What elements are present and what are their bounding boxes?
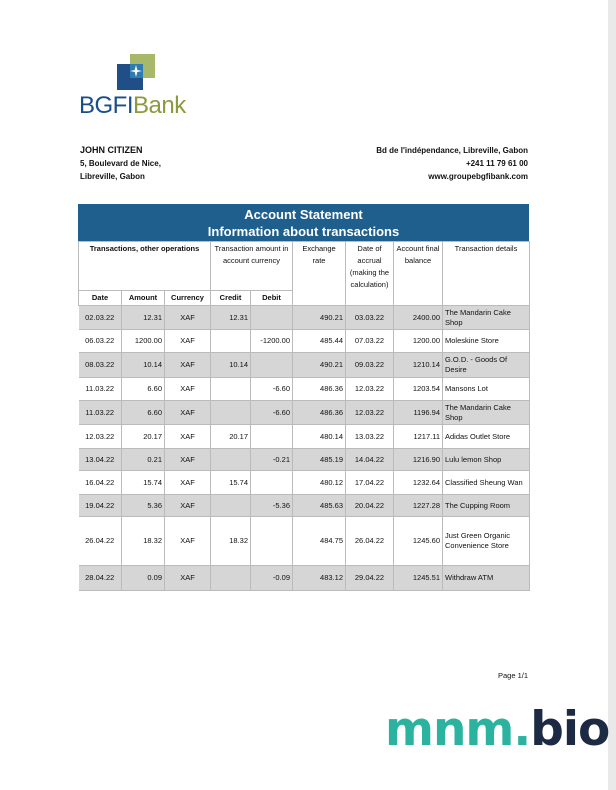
watermark-part1: mnm. <box>385 702 531 757</box>
table-row <box>79 449 530 471</box>
table-row <box>79 401 530 425</box>
cell-debit: -5.36 <box>251 495 293 517</box>
bank-address: Bd de l'indépendance, Libreville, Gabon <box>376 146 528 155</box>
cell-currency: XAF <box>165 566 211 591</box>
cell-credit: 10.14 <box>211 353 251 378</box>
header-transaction-details: Transaction details <box>443 242 530 306</box>
cell-credit: 18.32 <box>211 517 251 566</box>
cell-date: 06.03.22 <box>79 330 122 353</box>
cell-balance: 1217.11 <box>394 425 443 449</box>
header-date: Date <box>79 291 122 306</box>
logo-text-a: BGFI <box>79 92 134 119</box>
customer-address-line1: 5, Boulevard de Nice, <box>80 159 161 168</box>
cell-debit <box>251 306 293 330</box>
cell-details: Lulu lemon Shop <box>443 449 530 471</box>
cell-accrual: 12.03.22 <box>346 378 394 401</box>
cell-credit <box>211 330 251 353</box>
cell-details: Withdraw ATM <box>443 566 530 591</box>
cell-accrual: 26.04.22 <box>346 517 394 566</box>
cell-accrual: 29.04.22 <box>346 566 394 591</box>
cell-credit <box>211 495 251 517</box>
table-row <box>79 353 530 378</box>
cell-details: Just Green Organic Convenience Store <box>443 517 530 566</box>
cell-date: 02.03.22 <box>79 306 122 330</box>
statement-table-block <box>78 204 529 591</box>
cell-details: The Mandarin Cake Shop <box>443 401 530 425</box>
cell-credit <box>211 449 251 471</box>
cell-rate: 490.21 <box>293 306 346 330</box>
header-accrual-date: Date of accrual (making the calculation) <box>346 242 394 306</box>
cell-credit: 20.17 <box>211 425 251 449</box>
cell-accrual: 09.03.22 <box>346 353 394 378</box>
logo-mark-icon <box>117 54 155 90</box>
cell-currency: XAF <box>165 353 211 378</box>
cell-date: 26.04.22 <box>79 517 122 566</box>
cell-amount: 18.32 <box>122 517 165 566</box>
cell-debit <box>251 425 293 449</box>
cell-date: 13.04.22 <box>79 449 122 471</box>
cell-currency: XAF <box>165 306 211 330</box>
header-amount: Amount <box>122 291 165 306</box>
cell-currency: XAF <box>165 517 211 566</box>
cell-credit: 12.31 <box>211 306 251 330</box>
cell-amount: 0.09 <box>122 566 165 591</box>
cell-debit: -6.60 <box>251 401 293 425</box>
header-currency: Currency <box>165 291 211 306</box>
cell-rate: 484.75 <box>293 517 346 566</box>
cell-accrual: 13.03.22 <box>346 425 394 449</box>
cell-balance: 1210.14 <box>394 353 443 378</box>
cell-credit <box>211 566 251 591</box>
cell-debit <box>251 517 293 566</box>
cell-balance: 2400.00 <box>394 306 443 330</box>
cell-rate: 485.63 <box>293 495 346 517</box>
cell-accrual: 20.04.22 <box>346 495 394 517</box>
cell-credit <box>211 378 251 401</box>
cell-debit <box>251 353 293 378</box>
cell-amount: 6.60 <box>122 378 165 401</box>
cell-amount: 5.36 <box>122 495 165 517</box>
cell-rate: 486.36 <box>293 401 346 425</box>
cell-details: Moleskine Store <box>443 330 530 353</box>
cell-date: 19.04.22 <box>79 495 122 517</box>
table-row <box>79 495 530 517</box>
watermark <box>385 702 609 757</box>
customer-address-line2: Libreville, Gabon <box>80 172 145 181</box>
cell-rate: 486.36 <box>293 378 346 401</box>
table-row <box>79 330 530 353</box>
cell-debit: -6.60 <box>251 378 293 401</box>
cell-amount: 6.60 <box>122 401 165 425</box>
page-edge <box>608 0 616 790</box>
cell-debit: -0.21 <box>251 449 293 471</box>
cell-date: 28.04.22 <box>79 566 122 591</box>
statement-banner <box>78 204 529 241</box>
table-row <box>79 425 530 449</box>
cell-accrual: 07.03.22 <box>346 330 394 353</box>
cell-credit <box>211 401 251 425</box>
cell-balance: 1200.00 <box>394 330 443 353</box>
cell-rate: 490.21 <box>293 353 346 378</box>
cell-details: Adidas Outlet Store <box>443 425 530 449</box>
statement-subtitle: Information about transactions <box>207 224 400 239</box>
cell-rate: 485.19 <box>293 449 346 471</box>
cell-accrual: 17.04.22 <box>346 471 394 495</box>
transactions-body <box>79 306 530 591</box>
cell-amount: 1200.00 <box>122 330 165 353</box>
table-row <box>79 517 530 566</box>
cell-details: G.O.D. - Goods Of Desire <box>443 353 530 378</box>
cell-date: 08.03.22 <box>79 353 122 378</box>
bank-address-block <box>376 144 528 183</box>
header-exchange-rate: Exchange rate <box>293 242 346 306</box>
cell-details: The Mandarin Cake Shop <box>443 306 530 330</box>
customer-address-block <box>80 144 161 183</box>
cell-currency: XAF <box>165 425 211 449</box>
logo-text-b: Bank <box>133 92 186 119</box>
cell-debit: -0.09 <box>251 566 293 591</box>
cell-accrual: 14.04.22 <box>346 449 394 471</box>
header-debit: Debit <box>251 291 293 306</box>
cell-rate: 480.12 <box>293 471 346 495</box>
cell-currency: XAF <box>165 378 211 401</box>
cell-amount: 20.17 <box>122 425 165 449</box>
header-transaction-amount: Transaction amount in account currency <box>211 242 293 291</box>
cell-currency: XAF <box>165 471 211 495</box>
cell-balance: 1216.90 <box>394 449 443 471</box>
table-row <box>79 471 530 495</box>
cell-balance: 1232.64 <box>394 471 443 495</box>
bank-logo <box>79 54 199 124</box>
cell-currency: XAF <box>165 449 211 471</box>
customer-name: JOHN CITIZEN <box>80 145 143 155</box>
cell-currency: XAF <box>165 330 211 353</box>
page-number: Page 1/1 <box>497 671 528 680</box>
cell-accrual: 03.03.22 <box>346 306 394 330</box>
cell-rate: 485.44 <box>293 330 346 353</box>
cell-details: The Cupping Room <box>443 495 530 517</box>
cell-debit <box>251 471 293 495</box>
table-row <box>79 306 530 330</box>
cell-balance: 1245.60 <box>394 517 443 566</box>
header-final-balance: Account final balance <box>394 242 443 306</box>
cell-debit: -1200.00 <box>251 330 293 353</box>
bank-website: www.groupebgfibank.com <box>428 172 528 181</box>
cell-date: 11.03.22 <box>79 401 122 425</box>
header-transactions-group: Transactions, other operations <box>79 242 211 291</box>
cell-details: Classified Sheung Wan <box>443 471 530 495</box>
cell-details: Mansons Lot <box>443 378 530 401</box>
transactions-table <box>78 241 530 591</box>
cell-balance: 1196.94 <box>394 401 443 425</box>
header-credit: Credit <box>211 291 251 306</box>
cell-credit: 15.74 <box>211 471 251 495</box>
cell-date: 11.03.22 <box>79 378 122 401</box>
bank-phone: +241 11 79 61 00 <box>465 159 528 168</box>
cell-date: 12.03.22 <box>79 425 122 449</box>
cell-amount: 0.21 <box>122 449 165 471</box>
table-row <box>79 378 530 401</box>
statement-title: Account Statement <box>244 207 363 222</box>
cell-accrual: 12.03.22 <box>346 401 394 425</box>
cell-balance: 1227.28 <box>394 495 443 517</box>
cell-amount: 10.14 <box>122 353 165 378</box>
cell-balance: 1203.54 <box>394 378 443 401</box>
cell-rate: 480.14 <box>293 425 346 449</box>
table-row <box>79 566 530 591</box>
cell-date: 16.04.22 <box>79 471 122 495</box>
logo-wordmark <box>79 92 186 120</box>
cell-balance: 1245.51 <box>394 566 443 591</box>
watermark-part2: bio <box>530 702 610 757</box>
cell-rate: 483.12 <box>293 566 346 591</box>
cell-amount: 15.74 <box>122 471 165 495</box>
cell-currency: XAF <box>165 495 211 517</box>
cell-currency: XAF <box>165 401 211 425</box>
cell-amount: 12.31 <box>122 306 165 330</box>
